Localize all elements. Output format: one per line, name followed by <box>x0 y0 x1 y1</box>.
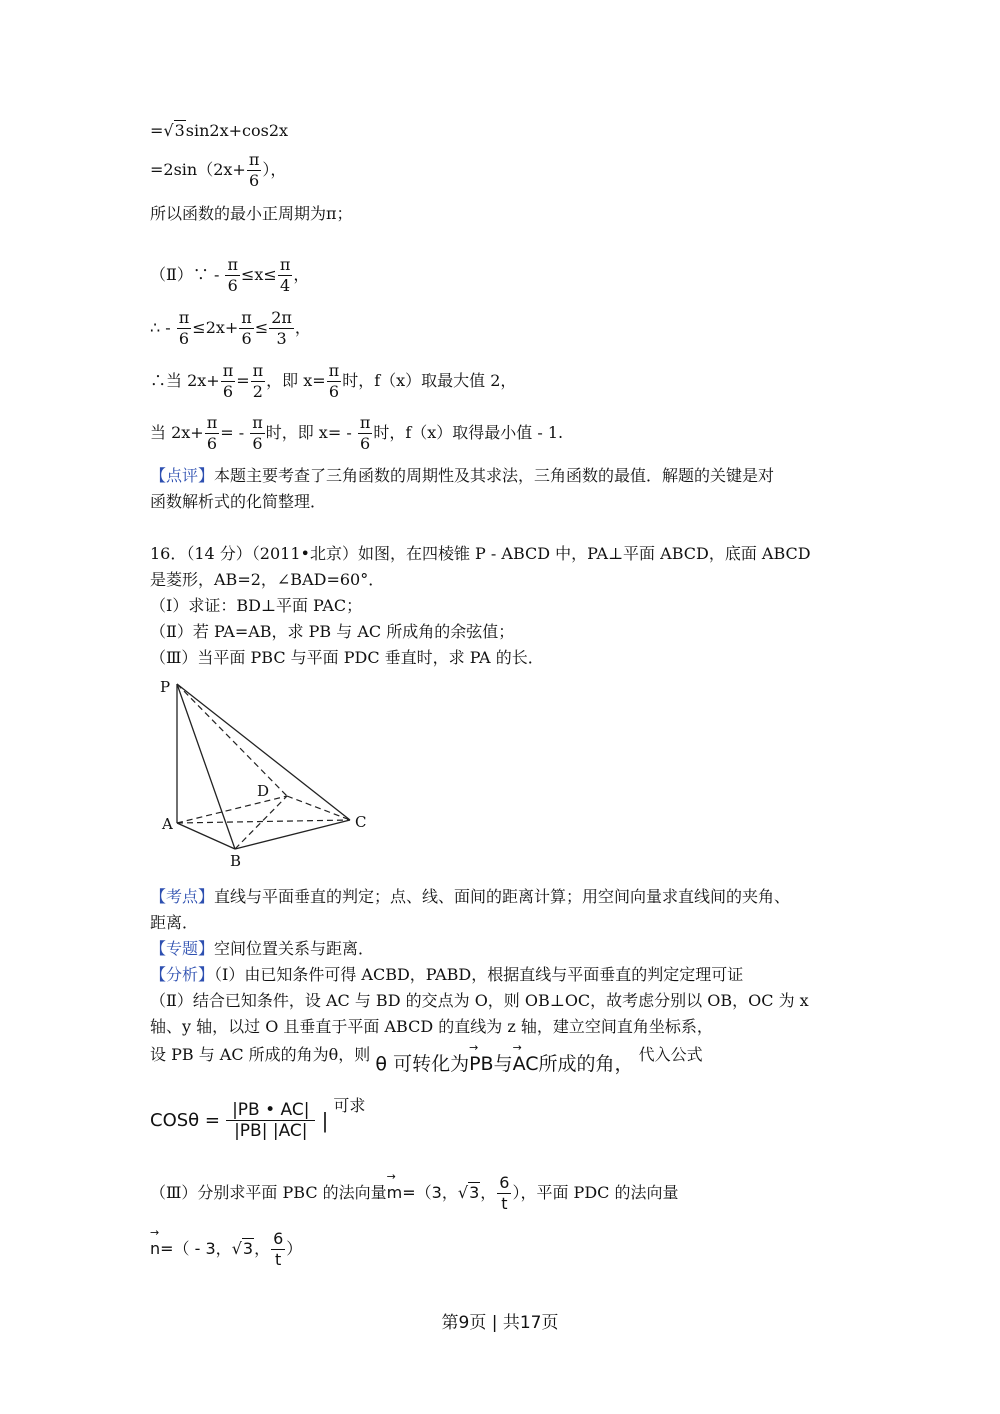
numerator: 6 <box>499 1173 510 1192</box>
label-A: A <box>162 815 173 833</box>
normal-vector-n-line <box>150 1229 302 1270</box>
fraction <box>205 413 220 454</box>
text: ∴ - <box>150 318 176 337</box>
zhuanti-tag: 【专题】 <box>150 939 215 958</box>
text: ，平面 PDC 的法向量 <box>520 1183 679 1202</box>
sqrt-expression: √3 <box>457 1183 480 1202</box>
fraction <box>247 150 262 191</box>
denominator: 6 <box>227 276 238 295</box>
text: 当 2x+ <box>150 423 204 442</box>
comment-text: 本题主要考查了三角函数的周期性及其求法，三角函数的最值．解题的关键是对 <box>214 466 775 485</box>
text: ， <box>293 265 310 284</box>
zhuanti-text: 空间位置关系与距离． <box>214 939 375 958</box>
vector-PB: → PB <box>469 1054 494 1074</box>
text: （Ⅲ）分别求平面 PBC 的法向量 <box>150 1183 387 1202</box>
fraction <box>327 361 342 402</box>
denominator: 4 <box>279 276 291 295</box>
numerator: π <box>328 361 340 380</box>
text: （Ⅱ）∵ - <box>150 265 225 284</box>
denominator: 2 <box>252 382 263 401</box>
text: =（3， <box>402 1183 458 1202</box>
derivation-line-2 <box>150 150 286 191</box>
part2-condition <box>150 255 309 296</box>
comment-tag: 【点评】 <box>150 466 215 485</box>
kaodian-line-1 <box>150 887 790 907</box>
radicand: 3 <box>174 121 185 140</box>
text: = <box>150 121 164 140</box>
page-footer: 第9页 | 共17页 <box>441 1313 559 1333</box>
text: ≤x≤ <box>240 265 277 284</box>
fraction <box>239 308 254 349</box>
denominator: 6 <box>359 434 371 453</box>
sqrt-expression: √3 <box>163 121 185 140</box>
edge-AD <box>177 796 287 823</box>
derivation-line-1 <box>150 121 288 141</box>
vector-n: → n <box>150 1239 160 1259</box>
fraction <box>225 255 240 296</box>
text: 时，f（x）取得最小值 - 1. <box>373 423 564 442</box>
text: |AC| <box>272 1121 308 1141</box>
text: θ 可转化为 <box>375 1053 470 1075</box>
numerator: π <box>252 361 264 380</box>
text: ）， <box>262 160 287 179</box>
max-value-step <box>150 361 516 402</box>
cos-fraction <box>226 1100 315 1141</box>
text: = - <box>220 423 250 442</box>
text: 代入公式 <box>638 1045 703 1064</box>
denominator: 6 <box>252 434 263 453</box>
text: ， <box>480 1183 497 1202</box>
numerator: π <box>222 361 234 380</box>
text: = <box>236 371 250 390</box>
cos-label: COSθ = <box>150 1110 220 1131</box>
problem-statement-1: 16．（14 分）（2011•北京）如图，在四棱锥 P - ABCD 中，PA⊥平面 ABCD，底面 ABCD <box>150 544 811 563</box>
numerator: 2π <box>271 308 292 327</box>
pyramid-figure <box>150 672 380 872</box>
text: ， <box>294 318 311 337</box>
vector-AC: → AC <box>513 1054 539 1074</box>
radicand: 3 <box>469 1183 480 1202</box>
text: =2sin（2x+ <box>150 160 246 179</box>
fraction <box>177 308 192 349</box>
diagonal-BD <box>235 796 287 849</box>
edge-PD <box>177 684 287 796</box>
numerator: π <box>248 150 260 169</box>
edge-BC <box>235 820 350 849</box>
denominator: 6 <box>222 382 234 401</box>
denominator: 3 <box>276 329 287 348</box>
denominator: t <box>275 1250 282 1269</box>
text: ∴当 2x+ <box>150 371 220 390</box>
numerator: π <box>252 413 263 432</box>
cos-formula <box>150 1096 366 1141</box>
numerator: 6 <box>273 1229 284 1248</box>
fenxi-text: （Ⅰ）由已知条件可得 ACBD，PABD，根据直线与平面垂直的判定定理可证 <box>214 965 744 984</box>
numerator: π <box>359 413 371 432</box>
text: 可求 <box>333 1096 366 1115</box>
text: ≤ <box>254 318 269 337</box>
fraction <box>221 361 236 402</box>
fraction <box>250 413 265 454</box>
sqrt-expression: √3 <box>231 1239 254 1258</box>
text: ≤2x+ <box>192 318 239 337</box>
fraction <box>271 1229 285 1270</box>
numerator: π <box>227 255 238 274</box>
question-1: （Ⅰ）求证：BD⊥平面 PAC； <box>150 596 363 615</box>
fenxi-tag: 【分析】 <box>150 965 215 984</box>
zhuanti-line <box>150 939 374 959</box>
text: ， <box>254 1239 271 1258</box>
cos-denominator <box>226 1121 315 1141</box>
comment-line-1 <box>150 466 774 486</box>
question-2: （Ⅱ）若 PA=AB，求 PB 与 AC 所成角的余弦值； <box>150 622 515 641</box>
cos-numerator: |PB • AC| <box>226 1100 315 1121</box>
denominator: 6 <box>249 171 260 190</box>
range-step <box>150 308 311 349</box>
text: 与 <box>493 1053 513 1075</box>
denominator: 6 <box>178 329 190 348</box>
edge-AB <box>177 823 235 849</box>
fenxi-line-2: （Ⅱ）结合已知条件，设 AC 与 BD 的交点为 O，则 OB⊥OC，故考虑分别以 OB，OC 为 x <box>150 991 809 1010</box>
fraction <box>497 1173 511 1214</box>
denominator: 6 <box>328 382 340 401</box>
edge-DC <box>287 796 350 820</box>
kaodian-text: 直线与平面垂直的判定；点、线、面间的距离计算；用空间向量求直线间的夹角、 <box>214 887 791 906</box>
text: 时，f（x）取最大值 2， <box>342 371 517 390</box>
numerator: π <box>241 308 252 327</box>
comment-line-2: 函数解析式的化简整理． <box>150 492 327 511</box>
denominator: 6 <box>241 329 252 348</box>
fraction <box>251 361 266 402</box>
numerator: π <box>178 308 190 327</box>
text: ） <box>286 1239 303 1258</box>
problem-statement-2: 是菱形，AB=2，∠BAD=60°． <box>150 570 385 589</box>
label-C: C <box>355 813 367 831</box>
denominator: t <box>501 1194 508 1213</box>
radicand: 3 <box>242 1239 254 1258</box>
fraction <box>358 413 373 454</box>
text: 所成的角 <box>538 1053 615 1075</box>
numerator: π <box>279 255 291 274</box>
kaodian-line-2: 距离． <box>150 913 199 932</box>
text: sin2x+cos2x <box>185 121 289 140</box>
text: =（ - 3， <box>160 1239 232 1258</box>
text: ，即 x= <box>266 371 326 390</box>
period-conclusion: 所以函数的最小正周期为π； <box>150 204 353 223</box>
label-D: D <box>257 782 270 800</box>
text: ） <box>512 1183 521 1202</box>
fraction <box>278 255 293 296</box>
fenxi-line-3: 轴、y 轴，以过 O 且垂直于平面 ABCD 的直线为 z 轴，建立空间直角坐标系， <box>150 1017 713 1036</box>
text: ， <box>614 1053 634 1075</box>
edge-PB <box>177 684 235 849</box>
label-B: B <box>230 852 242 870</box>
text: | <box>321 1108 329 1133</box>
kaodian-tag: 【考点】 <box>150 887 215 906</box>
angle-conversion-image-text <box>375 1053 633 1075</box>
fenxi-line-4 <box>150 1044 703 1075</box>
numerator: π <box>206 413 218 432</box>
vector-m: → m <box>387 1183 403 1203</box>
text: |PB| <box>234 1121 268 1141</box>
label-P: P <box>160 678 171 696</box>
min-value-step <box>150 413 563 454</box>
fenxi-line-1 <box>150 965 743 985</box>
denominator: 6 <box>206 434 218 453</box>
normal-vector-m-line <box>150 1173 678 1214</box>
text: 时，即 x= - <box>265 423 357 442</box>
fraction <box>269 308 294 349</box>
text: 设 PB 与 AC 所成的角为θ，则 <box>150 1045 371 1064</box>
question-3: （Ⅲ）当平面 PBC 与平面 PDC 垂直时，求 PA 的长． <box>150 648 544 667</box>
